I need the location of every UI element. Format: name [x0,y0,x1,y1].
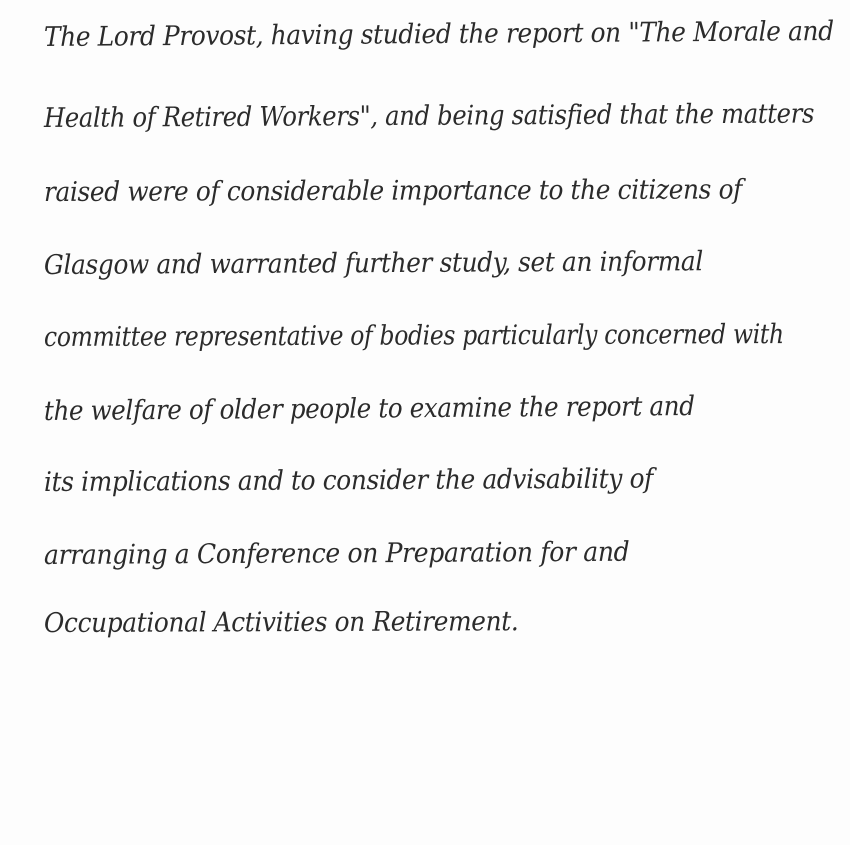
text-line: the welfare of older people to examine the report and [43,391,695,427]
text-line: committee representative of bodies particularly concerned with [43,319,784,353]
text-line: Health of Retired Workers", and being satisfied that the matters [43,98,815,134]
text-line: arranging a Conference on Preparation for and [43,536,630,571]
text-line: The Lord Provost, having studied the report on "The Morale and [43,16,834,53]
text-line: Occupational Activities on Retirement. [43,606,519,639]
text-line: its implications and to consider the advisability of [43,463,654,498]
text-line: raised were of considerable importance to the citizens of [43,174,743,208]
text-line: Glasgow and warranted further study, set an informal [43,246,703,281]
